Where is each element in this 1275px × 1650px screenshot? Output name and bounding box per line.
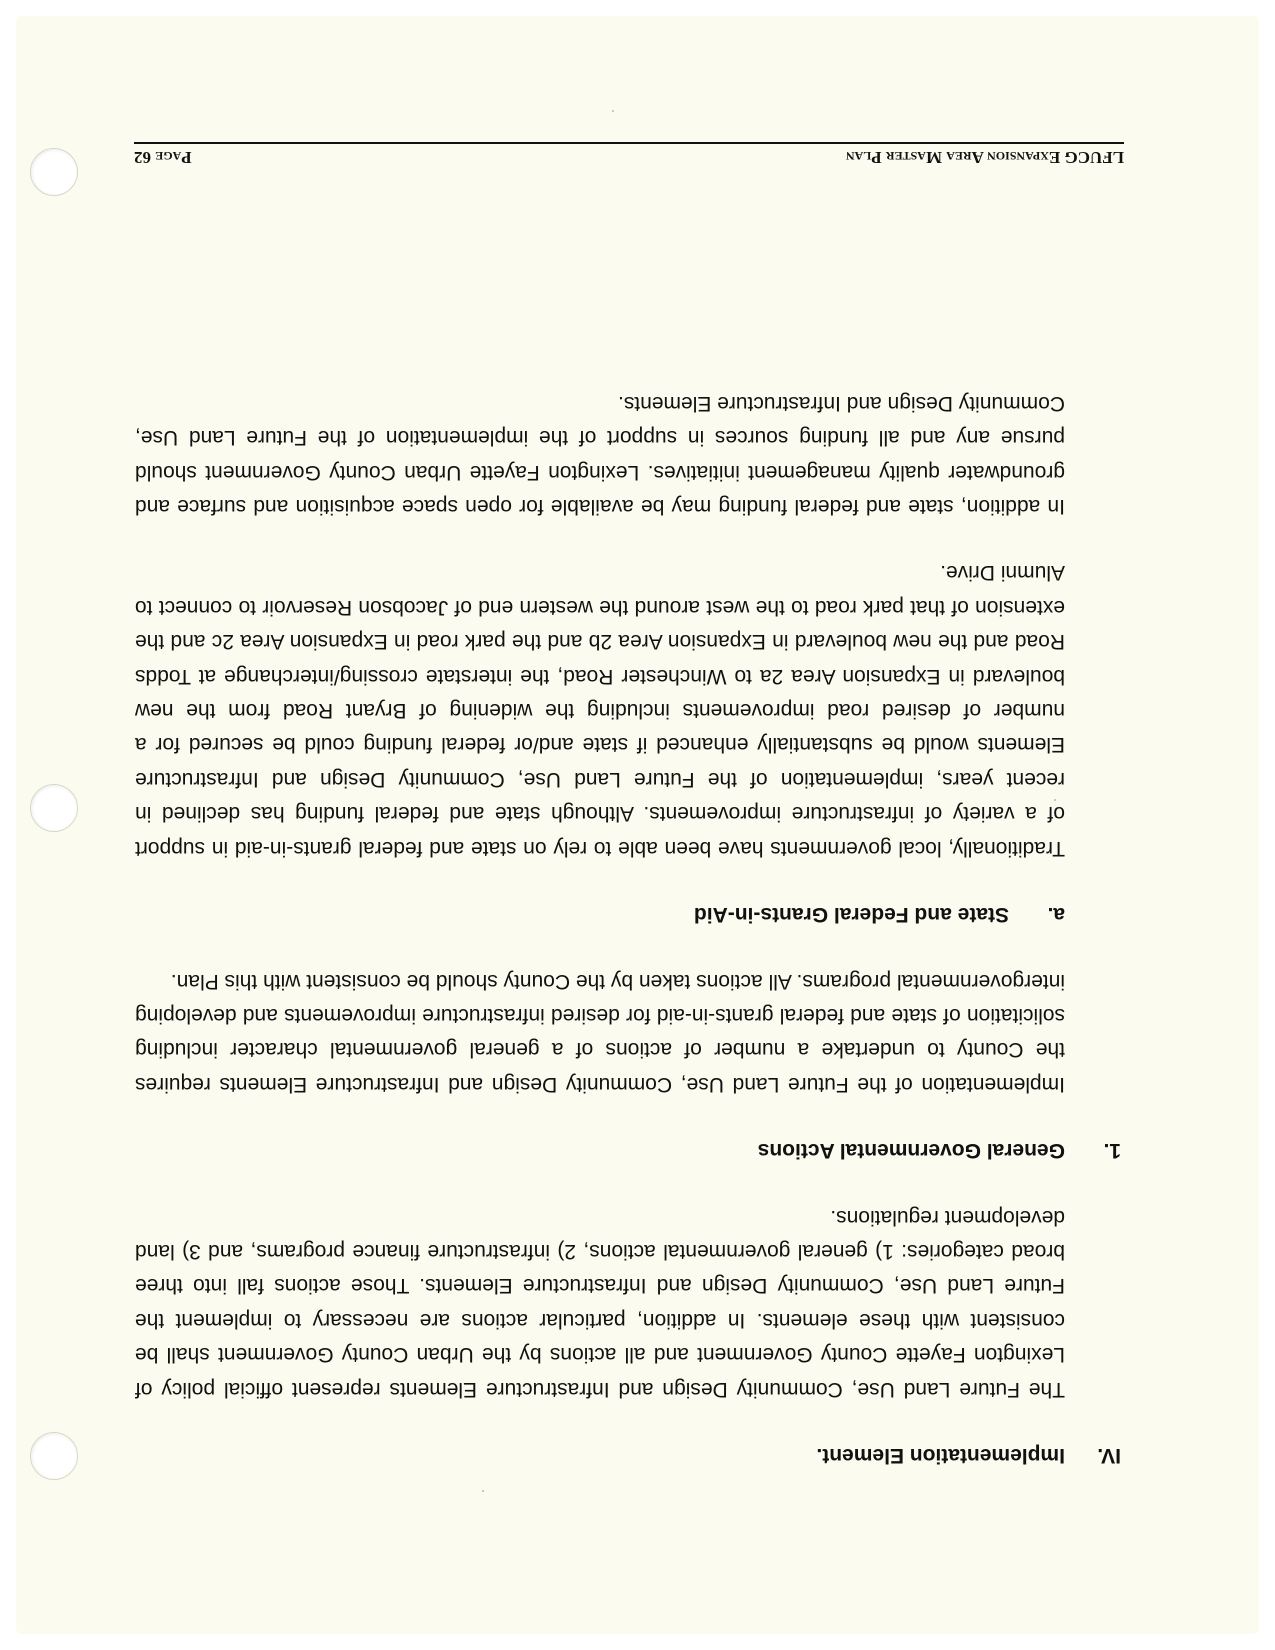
paragraph: Traditionally, local governments have been able to rely on state and federal grants-in-aid in support of a variety of infrastructure improvements. Although state and federal funding has declined in recent years, implementation of the Future Land Use, Community Design and Infrastructure Elements would be substantially enhanced if state and/or federal funding could be secured for a number of desired road improvements including the widening of Bryant Road from the new boulevard in Expansion Area 2a to Winchester Road, the interstate crossing/interchange at Todds Road and the new boulevard in Expansion Area 2b and the park road in Expansion Area 2c and the extension of that park road to the west around the western end of Jacobson Reservoir to connect to Alumni Drive.: [135, 561, 1065, 860]
running-header: [134, 142, 1124, 168]
section-title: Implementation Element.: [816, 1444, 1065, 1467]
section-number: IV.: [1097, 1444, 1121, 1467]
paragraph: In addition, state and federal funding may be available for open space acquisition and surface and groundwater quality management initiatives. Lexington Fayette Urban County Government should pursue any and all funding sources in support of the implementation of the Future Land Use, Community Design and Infrastructure Elements.: [135, 391, 1065, 519]
subsection-number: 1.: [1103, 1139, 1121, 1163]
subsection-title: State and Federal Grants-in-Aid: [693, 903, 1009, 927]
paragraph: The Future Land Use, Community Design and Infrastructure Elements represent official policy of Lexington Fayette County Government and all actions by the Urban County Government shall be consistent with these elements. In addition, particular actions are necessary to implement the Future Land Use, Community Design and Infrastructure Elements. Those actions fall into three broad categories: 1) general governmental actions, 2) infrastructure finance programs, and 3) land development regulations.: [135, 1205, 1065, 1401]
subsection-title: General Governmental Actions: [757, 1139, 1065, 1163]
subsection-heading-1: [135, 1133, 1121, 1167]
body-text: [135, 385, 1121, 1472]
section-heading-iv: [135, 1438, 1121, 1472]
paragraph: Implementation of the Future Land Use, Community Design and Infrastructure Elements requires the County to undertake a number of actions of a general governmental character including solicitation of state and federal grants-in-aid for desired infrastructure improvements and developing intergovernmental programs. All actions taken by the County should be consistent with this Plan.: [135, 969, 1065, 1096]
subsection-letter: a.: [1047, 903, 1065, 927]
header-title: LFUCG Expansion Area Master Plan: [845, 148, 1124, 167]
page-number: Page 62: [134, 148, 192, 167]
subsection-heading-a: [135, 897, 1065, 931]
